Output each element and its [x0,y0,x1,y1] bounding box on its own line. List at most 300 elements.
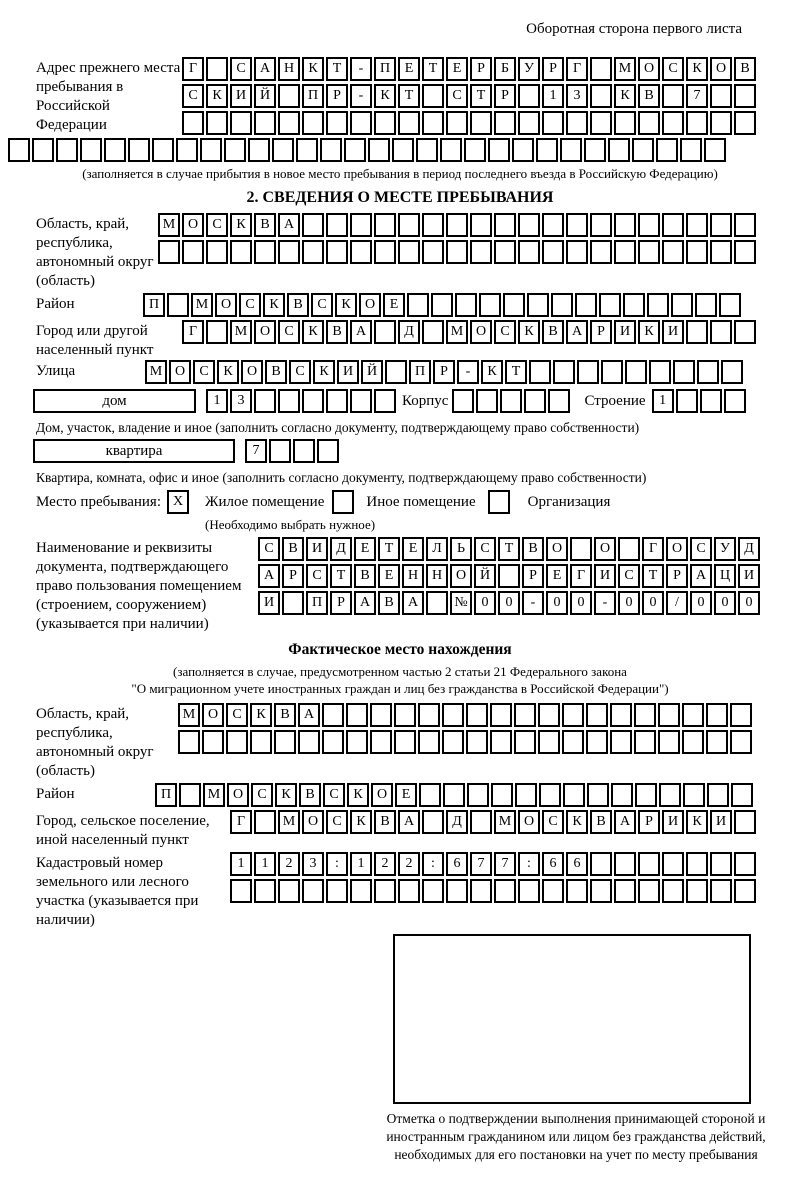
char-box [466,730,488,754]
char-box [676,389,698,413]
char-box [422,810,444,834]
char-box: С [306,564,328,588]
char-box [566,111,588,135]
char-box [586,730,608,754]
char-box [490,703,512,727]
cadastral-block [36,852,800,930]
char-box [467,783,489,807]
char-box: Р [282,564,304,588]
char-box [394,730,416,754]
char-box [614,240,636,264]
char-box [710,320,732,344]
char-box: К [335,293,357,317]
char-box [344,138,366,162]
char-box: А [402,591,424,615]
char-box [518,213,540,237]
char-box [370,730,392,754]
char-box [326,111,348,135]
section2-title: 2. СВЕДЕНИЯ О МЕСТЕ ПРЕБЫВАНИЯ [246,189,554,206]
char-box [494,213,516,237]
char-box: С [542,810,564,834]
char-box: Р [590,320,612,344]
char-box [586,703,608,727]
char-box: С [323,783,345,807]
char-box: Д [398,320,420,344]
char-box [734,879,756,903]
char-box [326,879,348,903]
char-box [587,783,609,807]
char-box: В [326,320,348,344]
char-box [700,389,722,413]
char-box: К [275,783,297,807]
char-box [724,389,746,413]
char-box: А [254,57,276,81]
char-box [515,783,537,807]
apartment-note: Квартира, комната, офис и иное (заполнить согласно документу, подтверждающему право собственности) [36,470,647,485]
char-box [466,703,488,727]
char-box [686,320,708,344]
char-box: - [350,84,372,108]
char-box: Р [638,810,660,834]
char-box [368,138,390,162]
char-box [446,213,468,237]
char-box [512,138,534,162]
char-box: С [251,783,273,807]
char-box: С [278,320,300,344]
char-box: 1 [206,389,228,413]
char-box [158,240,180,264]
char-box: К [347,783,369,807]
char-box: В [354,564,376,588]
char-box: Д [738,537,760,561]
char-box: С [258,537,280,561]
char-box [176,138,198,162]
char-box [302,213,324,237]
char-box: № [450,591,472,615]
char-box [374,320,396,344]
char-box: 7 [494,852,516,876]
char-box [706,703,728,727]
char-box [350,111,372,135]
char-box: В [254,213,276,237]
char-box: О [215,293,237,317]
stay-option-label-org: Организация [527,494,611,510]
char-box: К [686,810,708,834]
char-box: 0 [738,591,760,615]
char-box: Г [230,810,252,834]
char-box [614,111,636,135]
char-box [230,879,252,903]
char-box [734,111,756,135]
char-box: П [302,84,324,108]
char-box: Т [330,564,352,588]
stay-option-label-inoe: Иное помещение [366,494,476,510]
char-box [647,293,669,317]
char-box [491,783,513,807]
char-box [710,240,732,264]
char-box [346,730,368,754]
char-box [254,810,276,834]
char-box [302,240,324,264]
char-box [656,138,678,162]
document-label: Наименование и реквизиты документа, подтверждающего право пользования помещением (строением, сооружением) (указывается при наличии) [36,540,242,632]
char-box [680,138,702,162]
char-box [682,703,704,727]
prev-address-block [36,57,800,138]
char-box [479,293,501,317]
char-box [638,213,660,237]
char-box: 0 [618,591,640,615]
char-box: В [274,703,296,727]
document-block [36,537,800,634]
char-box [553,360,575,384]
char-box [524,389,546,413]
char-box [662,84,684,108]
char-box: С [311,293,333,317]
char-box: О [302,810,324,834]
char-box [577,360,599,384]
char-box: У [714,537,736,561]
char-box [638,240,660,264]
char-box: 0 [474,591,496,615]
char-box: В [734,57,756,81]
char-box [346,703,368,727]
char-box: В [282,537,304,561]
char-box [206,111,228,135]
char-box: У [518,57,540,81]
char-box-row [230,810,758,834]
char-box: 3 [302,852,324,876]
char-box [542,879,564,903]
char-box [442,703,464,727]
char-box: М [191,293,213,317]
stroenie-label: Строение [584,393,646,409]
actual-region-label: Область, край, республика, автономный округ (область) [36,706,154,779]
char-box: О [169,360,191,384]
char-box: О [470,320,492,344]
char-box [734,810,756,834]
char-box [407,293,429,317]
char-box [539,783,561,807]
char-box: О [546,537,568,561]
char-box [566,879,588,903]
char-box: К [518,320,540,344]
char-box [254,879,276,903]
korpus-label: Корпус [402,393,449,409]
char-box: Г [566,57,588,81]
char-box: О [371,783,393,807]
char-box: А [614,810,636,834]
char-box: 2 [374,852,396,876]
char-box [422,879,444,903]
char-box: С [690,537,712,561]
char-box [326,389,348,413]
char-box [498,564,520,588]
char-box: 0 [690,591,712,615]
char-box [470,240,492,264]
char-box: С [474,537,496,561]
char-box-row [182,84,758,108]
char-box [575,293,597,317]
char-box [374,111,396,135]
district-block [36,293,800,320]
char-box [440,138,462,162]
char-box: В [590,810,612,834]
char-box: О [359,293,381,317]
char-box [452,389,474,413]
char-box [200,138,222,162]
char-box: С [206,213,228,237]
char-box-row [652,389,748,413]
char-box: Е [446,57,468,81]
actual-district-block [36,783,800,810]
char-box: Е [354,537,376,561]
char-box [419,783,441,807]
char-box: М [278,810,300,834]
char-box: 0 [498,591,520,615]
char-box [182,240,204,264]
char-box-row [245,439,341,463]
char-box [518,879,540,903]
char-box: 7 [245,439,267,463]
actual-location-note2: "О миграционном учете иностранных граждан и лиц без гражданства в Российской Федерации") [131,681,669,696]
char-box: Ц [714,564,736,588]
char-box [431,293,453,317]
char-box [446,111,468,135]
char-box: В [522,537,544,561]
char-box [178,730,200,754]
char-box [590,879,612,903]
char-box [464,138,486,162]
char-box [322,730,344,754]
char-box [590,852,612,876]
char-box [662,852,684,876]
char-box-row [452,389,572,413]
char-box [697,360,719,384]
char-box: И [738,564,760,588]
char-box: С [239,293,261,317]
char-box [527,293,549,317]
char-box [350,240,372,264]
char-box [202,730,224,754]
char-box: С [289,360,311,384]
char-box: / [666,591,688,615]
char-box: М [145,360,167,384]
char-box [538,703,560,727]
char-box [470,111,492,135]
char-box [254,389,276,413]
char-box [623,293,645,317]
char-box: О [710,57,732,81]
char-box: С [226,703,248,727]
char-box [167,293,189,317]
char-box [350,879,372,903]
char-box: Й [254,84,276,108]
char-box: 1 [542,84,564,108]
region-block [36,213,800,291]
char-box [302,389,324,413]
char-box: Й [474,564,496,588]
char-box [494,240,516,264]
char-box: Т [422,57,444,81]
char-box [446,879,468,903]
char-box [706,730,728,754]
char-box [638,111,660,135]
char-box [610,703,632,727]
char-box-row [178,703,754,727]
char-box [710,852,732,876]
char-box [562,703,584,727]
page-side-note: Оборотная сторона первого листа [526,21,742,37]
char-box [634,703,656,727]
char-box [296,138,318,162]
stamp-caption: Отметка о подтверждении выполнения принимающей стороной и иностранным гражданином или лицом без гражданства действий, необходимых для его постановки на учет по месту пребывания [386,1111,766,1162]
char-box: С [326,810,348,834]
char-box: П [409,360,431,384]
char-box [322,703,344,727]
char-box [683,783,705,807]
char-box: : [326,852,348,876]
char-box: К [481,360,503,384]
stay-type-note: (Необходимо выбрать нужное) [205,517,376,532]
char-box: - [350,57,372,81]
char-box [542,240,564,264]
char-box [470,213,492,237]
char-box [590,111,612,135]
char-box: А [350,320,372,344]
char-box: К [313,360,335,384]
char-box [551,293,573,317]
char-box: Е [378,564,400,588]
char-box [566,240,588,264]
char-box: 1 [652,389,674,413]
char-box [584,138,606,162]
char-box [370,703,392,727]
char-box: 0 [642,591,664,615]
char-box [734,320,756,344]
char-box-row [8,138,800,162]
apartment-row [33,439,800,466]
char-box: В [299,783,321,807]
char-box [518,240,540,264]
prev-address-label: Адрес прежнего места пребывания в Российской Федерации [36,60,181,133]
char-box [536,138,558,162]
char-box [206,57,228,81]
stay-option-label-zhiloe: Жилое помещение [205,494,325,510]
char-box: И [306,537,328,561]
char-box: А [354,591,376,615]
char-box [649,360,671,384]
char-box: 1 [230,852,252,876]
char-box [470,879,492,903]
char-box [418,703,440,727]
char-box-row [145,360,745,384]
char-box [662,213,684,237]
char-box [230,111,252,135]
char-box [560,138,582,162]
char-box [278,84,300,108]
char-box [566,213,588,237]
actual-location-note1: (заполняется в случае, предусмотренном частью 2 статьи 21 Федерального закона [173,664,627,679]
char-box: Р [542,57,564,81]
char-box [422,213,444,237]
char-box: : [422,852,444,876]
char-box: М [230,320,252,344]
char-box: О [202,703,224,727]
char-box [590,57,612,81]
char-box [590,213,612,237]
char-box [662,879,684,903]
char-box [601,360,623,384]
char-box [248,138,270,162]
stay-type-row [36,490,800,516]
char-box [529,360,551,384]
char-box: Т [505,360,527,384]
char-box: А [298,703,320,727]
char-box: 3 [566,84,588,108]
actual-district-label: Район [36,786,75,802]
char-box [518,111,540,135]
char-box: М [446,320,468,344]
char-box [374,879,396,903]
char-box [686,852,708,876]
char-box [710,879,732,903]
char-box: 0 [714,591,736,615]
char-box: Г [570,564,592,588]
char-box [695,293,717,317]
char-box [514,730,536,754]
char-box: 1 [350,852,372,876]
char-box-row [178,730,754,754]
char-box [658,703,680,727]
stamp-box [393,934,751,1104]
char-box [734,240,756,264]
char-box: А [690,564,712,588]
char-box: А [398,810,420,834]
house-row [33,389,800,416]
char-box: Е [395,783,417,807]
char-box: В [638,84,660,108]
char-box: 6 [542,852,564,876]
char-box: В [378,591,400,615]
char-box: Д [330,537,352,561]
char-box: М [178,703,200,727]
char-box [80,138,102,162]
char-box [470,810,492,834]
char-box: П [374,57,396,81]
char-box: В [374,810,396,834]
char-box: Р [494,84,516,108]
char-box: М [614,57,636,81]
char-box: С [494,320,516,344]
char-box: Н [278,57,300,81]
char-box [274,730,296,754]
char-box [394,703,416,727]
char-box [503,293,525,317]
char-box: - [594,591,616,615]
char-box: Н [402,564,424,588]
char-box: И [710,810,732,834]
char-box: Л [426,537,448,561]
char-box [250,730,272,754]
char-box [128,138,150,162]
char-box [570,537,592,561]
char-box-row [258,537,762,561]
char-box-row [258,591,762,615]
char-box [293,439,315,463]
stay-option-checkbox-org [488,490,510,514]
street-label: Улица [36,363,76,379]
